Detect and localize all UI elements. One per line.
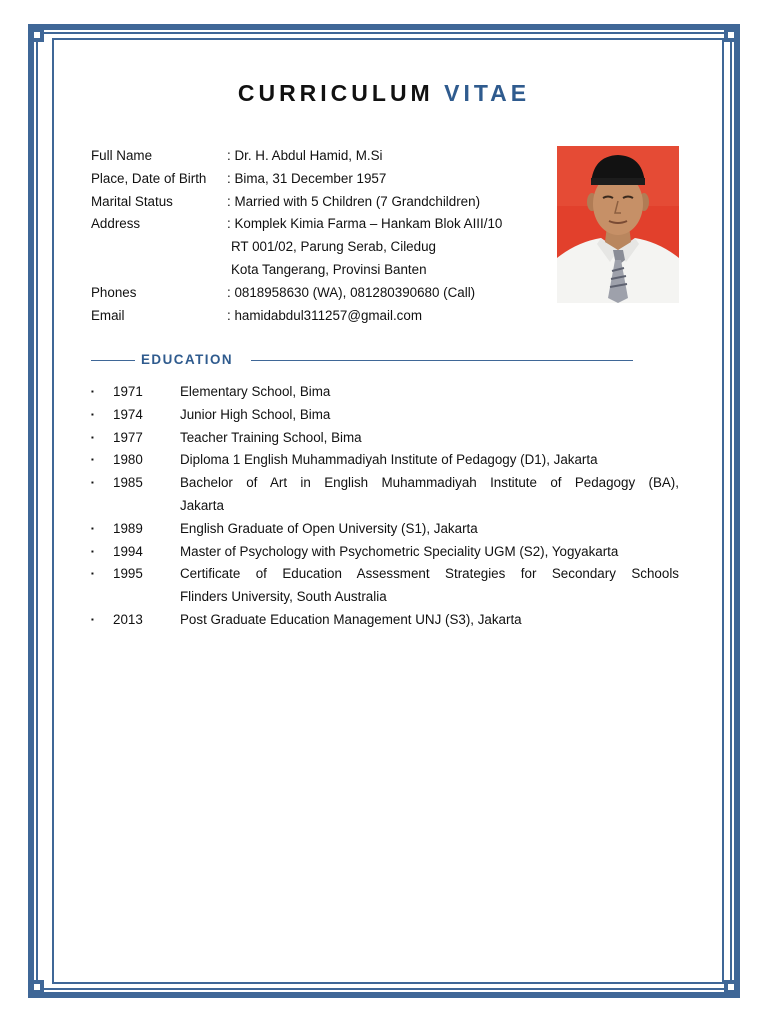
education-year: 1977 bbox=[113, 429, 143, 445]
education-description-line: Certificate of Education Assessment Strategies for Secondary Schools bbox=[180, 566, 679, 582]
info-value-line: : hamidabdul311257@gmail.com bbox=[227, 307, 422, 323]
education-item bbox=[91, 449, 679, 472]
education-description-line: Flinders University, South Australia bbox=[180, 589, 387, 605]
education-item bbox=[91, 563, 679, 609]
education-description-line: Teacher Training School, Bima bbox=[180, 429, 362, 445]
education-year: 1980 bbox=[113, 452, 143, 468]
info-value-line: : 0818958630 (WA), 081280390680 (Call) bbox=[227, 284, 476, 300]
education-item bbox=[91, 541, 679, 564]
education-year: 1989 bbox=[113, 520, 143, 536]
education-year: 2013 bbox=[113, 611, 143, 627]
education-description bbox=[180, 609, 679, 632]
profile-photo bbox=[557, 146, 679, 303]
bullet-icon: ▪ bbox=[91, 478, 94, 488]
education-section-header bbox=[91, 352, 633, 370]
info-value-line: : Komplek Kimia Farma – Hankam Blok AIII/10 bbox=[227, 216, 503, 232]
info-value-line: : Dr. H. Abdul Hamid, M.Si bbox=[227, 148, 383, 163]
divider-line bbox=[251, 360, 633, 361]
education-item bbox=[91, 381, 679, 404]
education-description bbox=[180, 381, 679, 404]
education-description bbox=[180, 449, 679, 472]
info-value-line: RT 001/02, Parung Serab, Ciledug bbox=[231, 239, 436, 255]
bullet-icon: ▪ bbox=[91, 523, 94, 533]
education-description bbox=[180, 472, 679, 518]
education-description bbox=[180, 518, 679, 541]
education-description-line: Junior High School, Bima bbox=[180, 406, 331, 422]
title-word-vitae: VITAE bbox=[444, 80, 531, 106]
education-item bbox=[91, 404, 679, 427]
info-value-line: Kota Tangerang, Provinsi Banten bbox=[231, 261, 427, 277]
title-word-curriculum: CURRICULUM bbox=[237, 80, 434, 106]
info-label: Email bbox=[91, 307, 125, 323]
education-description-line: Elementary School, Bima bbox=[180, 384, 331, 399]
info-value-line: : Married with 5 Children (7 Grandchildren) bbox=[227, 193, 481, 209]
education-description bbox=[180, 427, 679, 450]
education-description bbox=[180, 541, 679, 564]
info-row bbox=[91, 191, 551, 214]
info-value bbox=[227, 305, 422, 328]
education-description bbox=[180, 563, 679, 609]
border-corner bbox=[30, 980, 44, 994]
education-year: 1985 bbox=[113, 475, 143, 491]
info-row bbox=[91, 213, 551, 281]
info-row bbox=[91, 305, 551, 328]
education-heading: EDUCATION bbox=[141, 352, 234, 367]
education-year: 1971 bbox=[113, 384, 143, 399]
education-list bbox=[91, 381, 679, 632]
education-description-line: Post Graduate Education Management UNJ (S3), Jakarta bbox=[180, 611, 522, 627]
info-label: Place, Date of Birth bbox=[91, 170, 207, 186]
document-title bbox=[0, 80, 768, 107]
portrait-image bbox=[557, 146, 679, 303]
bullet-icon: ▪ bbox=[91, 387, 94, 396]
education-year: 1995 bbox=[113, 566, 143, 582]
info-row bbox=[91, 145, 551, 168]
info-value bbox=[227, 213, 502, 281]
bullet-icon: ▪ bbox=[91, 455, 94, 465]
education-item bbox=[91, 427, 679, 450]
bullet-icon: ▪ bbox=[91, 432, 94, 442]
education-description-line: Master of Psychology with Psychometric Speciality UGM (S2), Yogyakarta bbox=[180, 543, 619, 559]
education-description-line: Diploma 1 English Muhammadiyah Institute of Pedagogy (D1), Jakarta bbox=[180, 452, 598, 468]
education-item bbox=[91, 518, 679, 541]
education-item bbox=[91, 472, 679, 518]
info-row bbox=[91, 168, 551, 191]
bullet-icon: ▪ bbox=[91, 569, 94, 579]
info-label: Address bbox=[91, 216, 141, 232]
info-value bbox=[227, 168, 386, 191]
bullet-icon: ▪ bbox=[91, 546, 94, 556]
info-row bbox=[91, 282, 551, 305]
info-value bbox=[227, 145, 383, 168]
personal-info bbox=[91, 145, 551, 327]
info-value-line: : Bima, 31 December 1957 bbox=[227, 170, 387, 186]
education-description-line: Bachelor of Art in English Muhammadiyah Institute of Pedagogy (BA), bbox=[180, 475, 679, 491]
info-label: Marital Status bbox=[91, 193, 173, 209]
border-corner bbox=[724, 980, 738, 994]
info-label: Phones bbox=[91, 284, 137, 300]
education-description bbox=[180, 404, 679, 427]
education-year: 1994 bbox=[113, 543, 143, 559]
border-corner bbox=[30, 28, 44, 42]
border-corner bbox=[724, 28, 738, 42]
education-description-line: Jakarta bbox=[180, 497, 224, 513]
education-year: 1974 bbox=[113, 406, 143, 422]
info-value bbox=[227, 282, 475, 305]
bullet-icon: ▪ bbox=[91, 614, 94, 624]
education-item bbox=[91, 609, 679, 632]
education-description-line: English Graduate of Open University (S1), Jakarta bbox=[180, 520, 478, 536]
info-label: Full Name bbox=[91, 148, 153, 163]
bullet-icon: ▪ bbox=[91, 409, 94, 419]
divider-line bbox=[91, 360, 135, 361]
info-value bbox=[227, 191, 480, 214]
